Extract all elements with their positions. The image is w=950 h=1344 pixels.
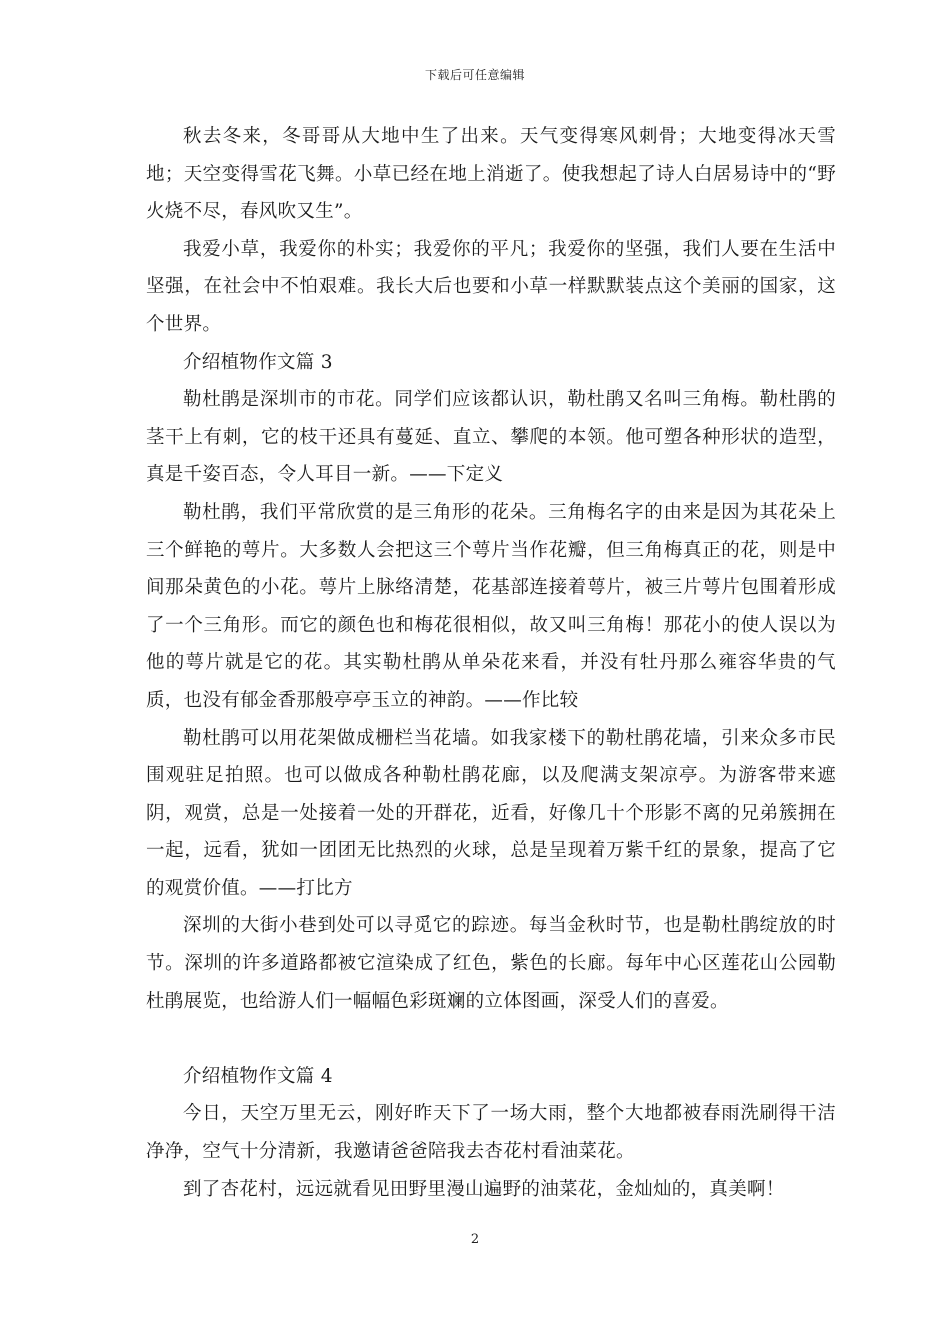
paragraph-sunny-day: 今日，天空万里无云，刚好昨天下了一场大雨，整个大地都被春雨洗刷得干洁净净，空气十分清新，我邀请爸爸陪我去杏花村看油菜花。 [146,1103,836,1163]
paragraph-metaphor: 勒杜鹃可以用花架做成栅栏当花墙。如我家楼下的勒杜鹃花墙，引来众多市民围观驻足拍照。也可以做成各种勒杜鹃花廊，以及爬满支架凉亭。为游客带来遮阴，观赏，总是一处接着一处的开群花，近看，好像几十个形影不离的兄弟簇拥在一起，远看，犹如一团团无比热烈的火球，总是呈现着万紫千红的景象，提高了它的观赏价值。——打比方 [146,727,836,899]
page-header: 下载后可任意编辑 [424,68,525,82]
section-heading-4: 介绍植物作文篇 4 [183,1065,333,1087]
section-heading-3: 介绍植物作文篇 3 [183,351,333,373]
paragraph-shenzhen: 深圳的大街小巷到处可以寻觅它的踪迹。每当金秋时节，也是勒杜鹃绽放的时节。深圳的许多道路都被它渲染成了红色，紫色的长廊。每年中心区莲花山公园勒杜鹃展览，也给游人们一幅幅色彩斑斓的立体图画，深受人们的喜爱。 [146,915,836,1012]
paragraph-winter: 秋去冬来，冬哥哥从大地中生了出来。天气变得寒风刺骨；大地变得冰天雪地；天空变得雪花飞舞。小草已经在地上消逝了。使我想起了诗人白居易诗中的“野火烧不尽，春风吹又生”。 [146,126,836,223]
paragraph-apricot-village: 到了杏花村，远远就看见田野里漫山遍野的油菜花，金灿灿的，真美啊！ [183,1178,785,1200]
document-body [146,118,836,1208]
paragraph-comparison: 勒杜鹃，我们平常欣赏的是三角形的花朵。三角梅名字的由来是因为其花朵上三个鲜艳的萼片。大多数人会把这三个萼片当作花瓣，但三角梅真正的花，则是中间那朵黄色的小花。萼片上脉络清楚，花基部连接着萼片，被三片萼片包围着形成了一个三角形。而它的颜色也和梅花很相似，故又叫三角梅！那花小的使人误以为他的萼片就是它的花。其实勒杜鹃从单朵花来看，并没有牡丹那么雍容华贵的气质，也没有郁金香那般亭亭玉立的神韵。——作比较 [146,501,836,711]
paragraph-love-grass: 我爱小草，我爱你的朴实；我爱你的平凡；我爱你的坚强，我们人要在生活中坚强，在社会中不怕艰难。我长大后也要和小草一样默默装点这个美丽的国家，这个世界。 [146,238,836,335]
paragraph-definition: 勒杜鹃是深圳市的市花。同学们应该都认识，勒杜鹃又名叫三角梅。勒杜鹃的茎干上有刺，它的枝干还具有蔓延、直立、攀爬的本领。他可塑各种形状的造型，真是千姿百态，令人耳目一新。——下定义 [146,389,836,486]
section-spacer [146,1020,836,1058]
page-number: 2 [470,1232,480,1247]
